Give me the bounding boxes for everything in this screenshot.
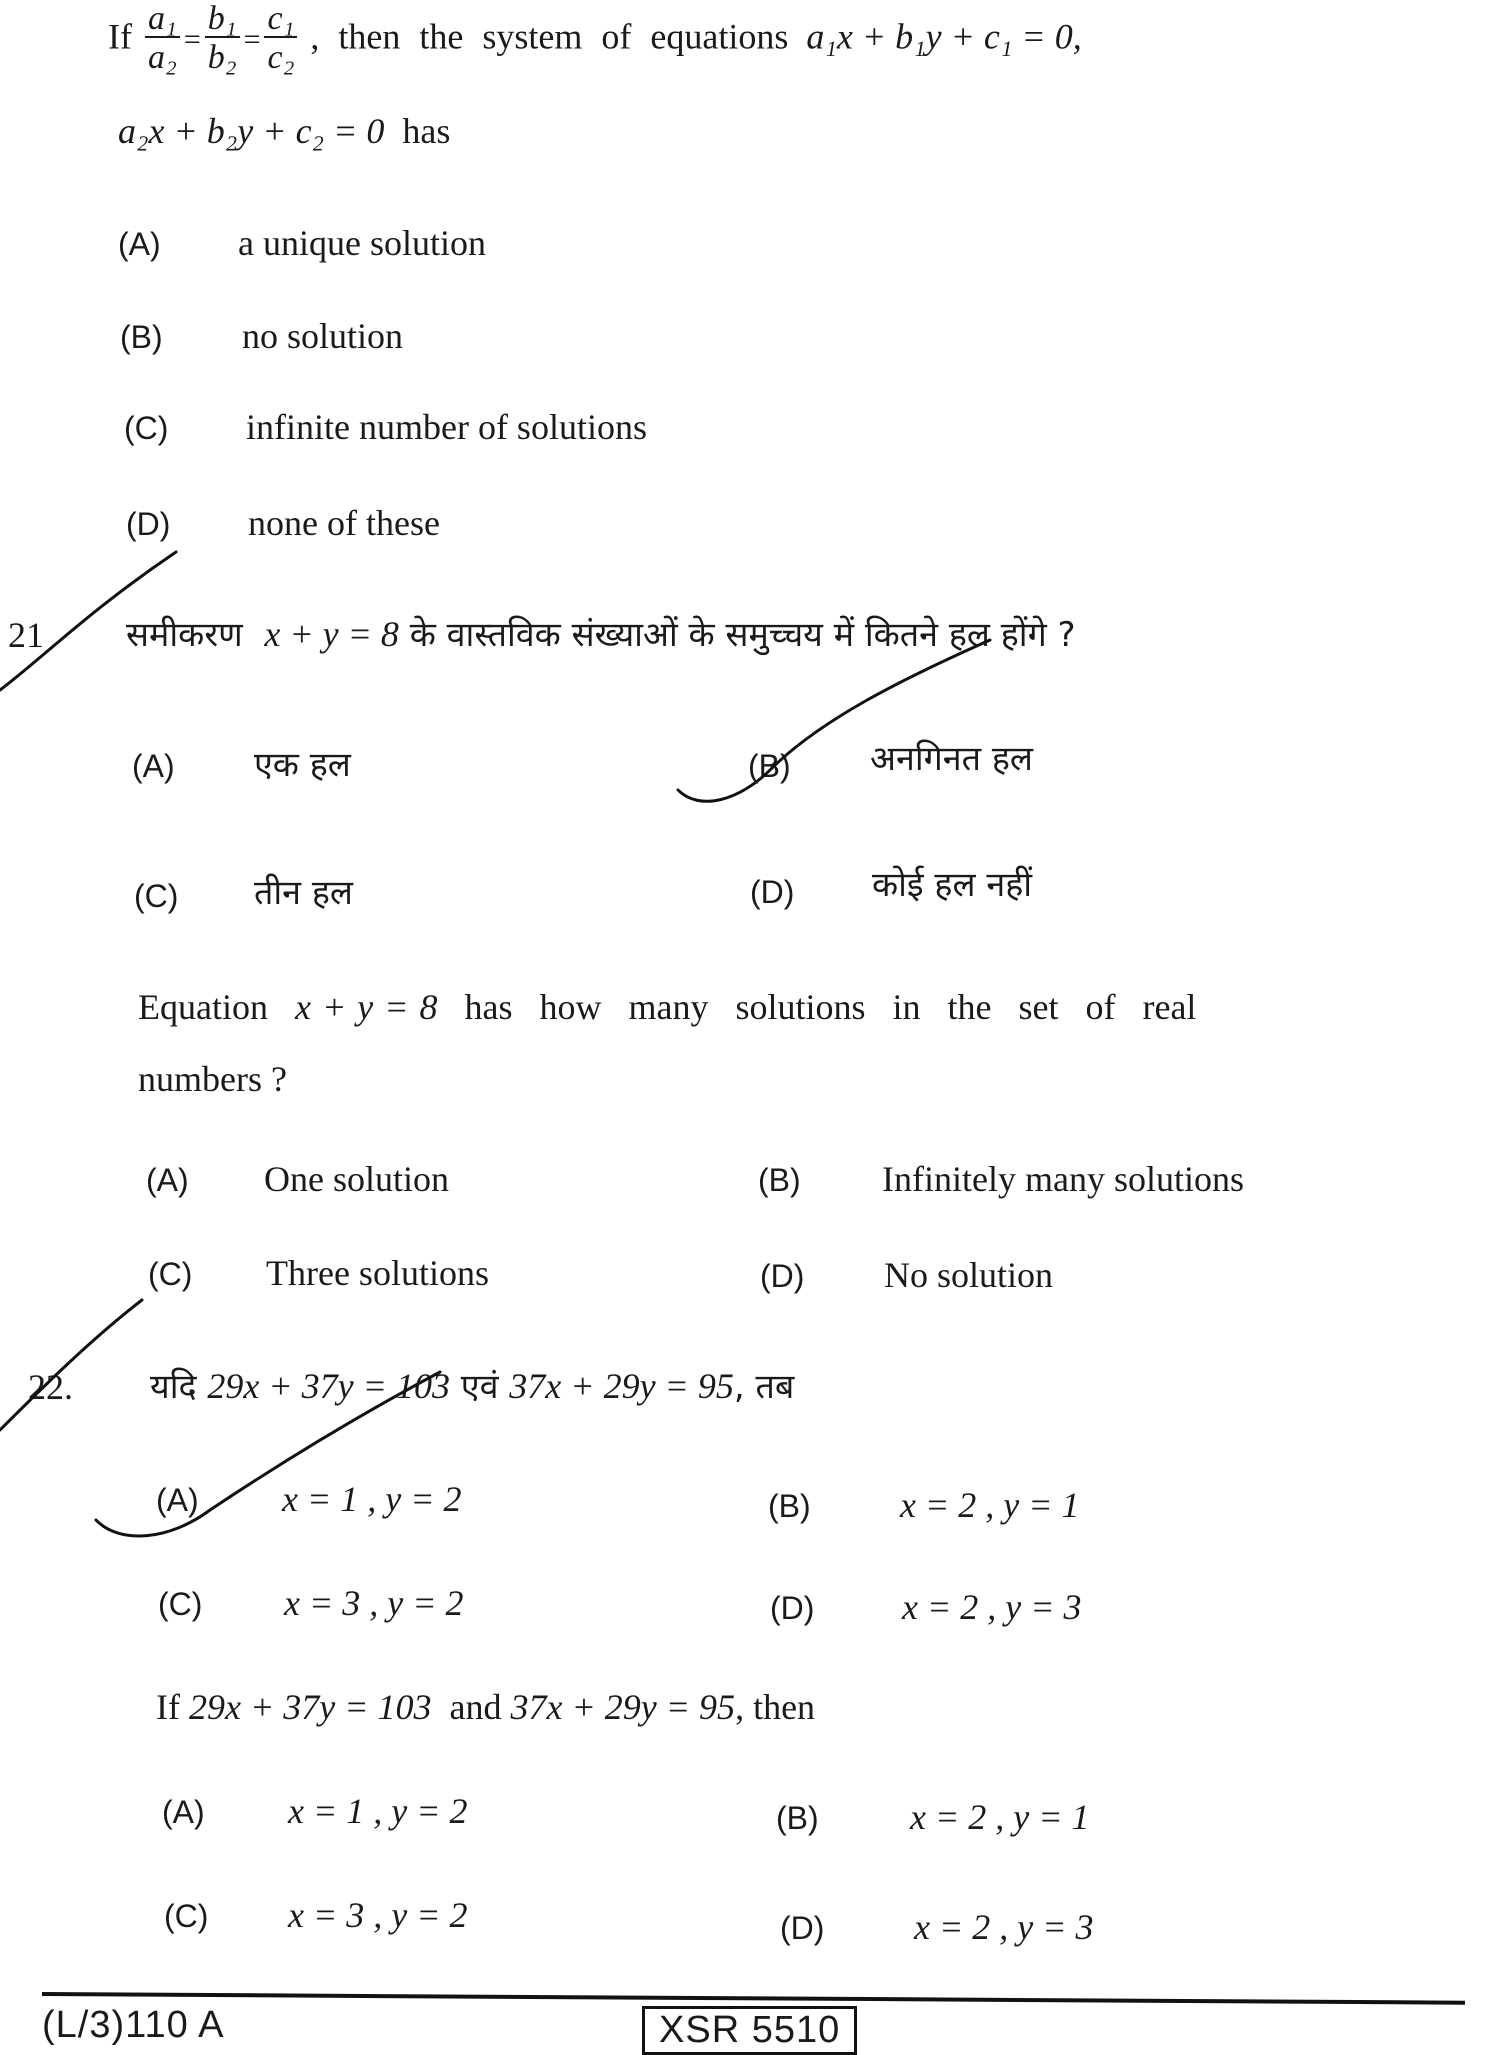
option-text: तीन हल <box>254 873 353 913</box>
option-label: (C) <box>148 1256 193 1292</box>
q20-option-a[interactable] <box>118 222 486 264</box>
q20-stem-line2 <box>118 110 450 152</box>
q21-english-stem-line1 <box>138 986 1196 1028</box>
option-text: a unique solution <box>238 223 486 263</box>
q22-hindi-eq2: 37x + 29y = 95 <box>509 1366 734 1406</box>
q20-option-c[interactable] <box>124 406 647 448</box>
q22-english-option-c[interactable] <box>164 1894 468 1936</box>
option-label: (A) <box>132 748 175 784</box>
option-text: none of these <box>248 503 440 543</box>
q22-hindi-stem <box>150 1362 794 1408</box>
option-text: कोई हल नहीं <box>872 865 1033 905</box>
q20-prefix: If <box>108 16 132 57</box>
q22-hindi-eq1: 29x + 37y = 103 <box>207 1366 450 1406</box>
option-label: (B) <box>768 1488 811 1524</box>
q20-fraction-a: $\frac{\text{a₁}}{\text{a₂}}$ <box>145 2 180 78</box>
option-text: x = 2 , y = 3 <box>914 1907 1094 1947</box>
q20-option-d[interactable] <box>126 502 440 544</box>
q21-english-option-d[interactable] <box>760 1254 1054 1296</box>
q21-english-option-c[interactable] <box>148 1252 489 1294</box>
footer-booklet-code: XSR 5510 <box>642 2006 857 2055</box>
q21-english-stem-line2: numbers ? <box>138 1059 287 1099</box>
option-label: (B) <box>748 748 791 784</box>
q21-hindi-stem <box>126 610 1076 656</box>
q22-hindi-option-a[interactable] <box>156 1478 462 1520</box>
q21-english-stem-a: Equation <box>138 987 268 1027</box>
q22-english-stem-end: , then <box>735 1687 816 1727</box>
option-text: एक हल <box>254 745 351 785</box>
option-label: (B) <box>120 319 163 355</box>
q21-hindi-stem-b: के वास्तविक संख्याओं के समुच्चय में कितने हल होंगे ? <box>409 615 1076 655</box>
q20-fraction-b: $\frac{\text{b₁}}{\text{b₂}}$ <box>205 2 240 78</box>
option-label: (C) <box>124 410 169 446</box>
option-label: (D) <box>780 1910 825 1946</box>
q22-english-eq2: 37x + 29y = 95 <box>510 1687 736 1727</box>
option-text: x = 3 , y = 2 <box>284 1583 464 1623</box>
option-text: infinite number of solutions <box>246 407 647 447</box>
q21-english-option-b[interactable] <box>758 1158 1244 1200</box>
q22-hindi-stem-a: यदि <box>150 1367 197 1407</box>
option-label: (A) <box>146 1162 189 1198</box>
q21-english-stem-math: x + y = 8 <box>294 987 438 1027</box>
q20-eq2: a₂x + b₂y + c₂ = 0 <box>118 111 385 151</box>
q22-hindi-join: एवं <box>460 1367 499 1407</box>
q22-number-slash-mark <box>0 1300 142 1430</box>
option-text: अनगिनत हल <box>870 739 1033 779</box>
q21-english-stem-b: has how many solutions in the set of real <box>464 987 1197 1027</box>
q20-stem-end: has <box>402 111 451 151</box>
option-label: (D) <box>750 874 795 910</box>
q22-hindi-option-c[interactable] <box>158 1582 464 1624</box>
q22-english-option-d[interactable] <box>780 1906 1094 1948</box>
q20-fraction-c: $\frac{\text{c₁}}{\text{c₂}}$ <box>264 2 297 78</box>
option-label: (D) <box>770 1590 815 1626</box>
footer-paper-code: (L/3)110 A <box>42 2004 225 2046</box>
q22-english-stem <box>156 1686 815 1728</box>
option-text: No solution <box>884 1255 1054 1295</box>
q21-english-option-a[interactable] <box>146 1158 449 1200</box>
option-text: x = 1 , y = 2 <box>288 1791 468 1831</box>
option-text: x = 2 , y = 1 <box>910 1797 1090 1837</box>
q22-number: 22. <box>28 1367 73 1407</box>
option-label: (C) <box>164 1898 209 1934</box>
option-text: Infinitely many solutions <box>882 1159 1244 1199</box>
option-text: Three solutions <box>266 1253 489 1293</box>
q22-english-stem-a: If <box>156 1687 180 1727</box>
option-text: x = 2 , y = 3 <box>902 1587 1082 1627</box>
q22-english-option-b[interactable] <box>776 1796 1090 1838</box>
q22-hindi-option-d[interactable] <box>770 1586 1082 1628</box>
option-text: no solution <box>242 316 404 356</box>
option-label: (A) <box>118 226 161 262</box>
q21-hindi-option-b[interactable] <box>748 739 1033 786</box>
q21-hindi-stem-math: x + y = 8 <box>264 614 399 654</box>
q21-hindi-option-a[interactable] <box>132 745 351 786</box>
q20-eq1: a₁x + b₁y + c₁ = 0, <box>806 16 1082 57</box>
option-label: (D) <box>760 1258 805 1294</box>
q22-english-join: and <box>449 1687 502 1727</box>
option-label: (C) <box>134 878 179 914</box>
q22-english-eq1: 29x + 37y = 103 <box>188 1687 432 1727</box>
option-label: (A) <box>156 1482 199 1518</box>
q21-hindi-option-c[interactable] <box>134 873 353 916</box>
option-text: x = 3 , y = 2 <box>288 1895 468 1935</box>
q22-hindi-option-b[interactable] <box>768 1484 1080 1526</box>
q21-hindi-option-d[interactable] <box>750 865 1033 912</box>
q20-stem-middle: , then the system of equations <box>310 16 789 57</box>
option-text: One solution <box>264 1159 449 1199</box>
option-label: (B) <box>776 1800 819 1836</box>
option-label: (B) <box>758 1162 801 1198</box>
option-label: (D) <box>126 506 171 542</box>
q22-english-option-a[interactable] <box>162 1790 468 1832</box>
footer-rule <box>42 1992 1465 2005</box>
q22-hindi-stem-end: , तब <box>733 1367 795 1407</box>
q20-stem-line1: If $\frac{\text{a₁}}{\text{a₂}}$ = $\frac{\text{b₁}}{\text{b₂}}$ = $\frac{\text{c₁}}{\text{c₂}}$ , then the system of equations a₁x + b₁y + c₁ = 0, <box>108 0 1082 76</box>
option-text: x = 2 , y = 1 <box>900 1485 1080 1525</box>
option-label: (C) <box>158 1586 203 1622</box>
option-text: x = 1 , y = 2 <box>282 1479 462 1519</box>
q21-hindi-stem-a: समीकरण <box>126 615 243 655</box>
q21-number: 21 <box>8 615 44 655</box>
q20-option-b[interactable] <box>120 315 404 357</box>
option-label: (A) <box>162 1794 205 1830</box>
